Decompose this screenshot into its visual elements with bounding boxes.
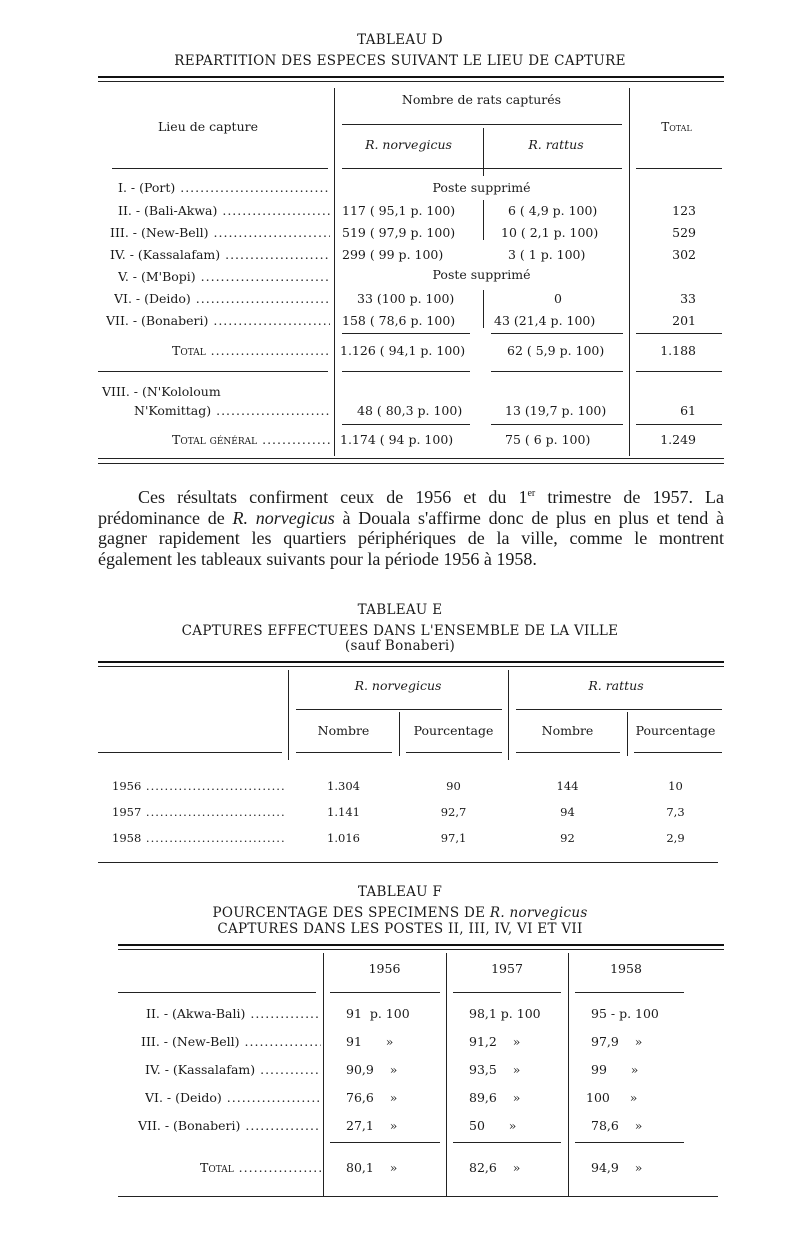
- tableau-e-subtitle: CAPTURES EFFECTUEES DANS L'ENSEMBLE DE LA VILLE: [181, 623, 619, 639]
- norvegicus-nombre: 1.016: [327, 831, 360, 845]
- rule: [575, 992, 684, 993]
- table-row: II. - (Akwa-Bali) .....: [146, 1006, 321, 1021]
- norvegicus-cell: 299 ( 99 p. 100): [342, 247, 444, 262]
- table-row: IV. - (Kassalafam) .....: [110, 247, 330, 262]
- rattus-nombre: 94: [560, 805, 575, 819]
- rattus-cell: 13 (19,7 p. 100): [505, 403, 607, 418]
- rule: [453, 1142, 561, 1143]
- value-1958: 99 »: [591, 1062, 639, 1077]
- rule: [636, 371, 722, 372]
- table-row: IV. - (Kassalafam) .....: [145, 1062, 321, 1077]
- rule: [342, 371, 470, 372]
- rule: [118, 949, 724, 950]
- rule: [491, 424, 623, 425]
- rule: [634, 752, 722, 753]
- rattus-cell: 10 ( 2,1 p. 100): [501, 225, 599, 240]
- column-divider: [629, 88, 630, 456]
- norvegicus-nombre: 1.141: [327, 805, 360, 819]
- value-1956: 90,9 »: [346, 1062, 398, 1077]
- rule: [296, 752, 392, 753]
- table-row: VII. - (Bonaberi) .....: [138, 1118, 321, 1133]
- rule: [98, 81, 724, 82]
- rule: [296, 709, 502, 710]
- column-divider: [568, 953, 569, 1197]
- rule: [330, 1142, 440, 1143]
- rule: [491, 371, 623, 372]
- value-1956: 76,6 »: [346, 1090, 398, 1105]
- table-row-viii-line2: N'Komittag) .....: [134, 403, 330, 418]
- merged-cell: Poste supprimé: [432, 180, 531, 195]
- norvegicus-cell: 519 ( 97,9 p. 100): [342, 225, 456, 240]
- table-row: III. - (New-Bell) .....: [141, 1034, 321, 1049]
- rule: [406, 752, 502, 753]
- rule: [330, 992, 440, 993]
- header-rattus: R. rattus: [588, 678, 644, 693]
- value-1957: 82,6 »: [469, 1160, 521, 1175]
- rule: [98, 458, 724, 459]
- rule: [636, 333, 722, 334]
- norvegicus-cell: 158 ( 78,6 p. 100): [342, 313, 456, 328]
- rattus-cell: 43 (21,4 p. 100): [494, 313, 596, 328]
- rule: [112, 168, 328, 169]
- total-cell: 529: [672, 225, 696, 240]
- rule: [491, 333, 623, 334]
- rule: [118, 992, 316, 993]
- rule: [98, 752, 282, 753]
- tableau-f-subtitle: POURCENTAGE DES SPECIMENS DE R. norvegicus: [212, 905, 588, 921]
- table-row: III. - (New-Bell) .....: [110, 225, 330, 240]
- rattus-nombre: 92: [560, 831, 575, 845]
- total-row-label: Total .....: [200, 1160, 321, 1175]
- year-header: 1956: [368, 961, 401, 976]
- tableau-f-title: TABLEAU F: [357, 884, 443, 900]
- header-norvegicus: R. norvegicus: [354, 678, 442, 693]
- merged-cell: Poste supprimé: [432, 267, 531, 282]
- value-1957: 50 »: [469, 1118, 517, 1133]
- rattus-cell: 6 ( 4,9 p. 100): [508, 203, 598, 218]
- rule: [453, 992, 561, 993]
- rule: [98, 371, 328, 372]
- rule: [98, 661, 724, 663]
- rule: [98, 862, 718, 863]
- rule: [342, 168, 622, 169]
- value-1957: 89,6 »: [469, 1090, 521, 1105]
- tableau-e-title: TABLEAU E: [357, 602, 443, 618]
- body-paragraph: Ces résultats confirment ceux de 1956 et du 1er trimestre de 1957. La prédominance de R. norvegicus à Douala s'affirme donc de plus en plus et tend à gagner rapidement les quartiers périphériques de la ville, comme le montrent également les tableaux suivants pour la période 1956 à 1958.: [98, 487, 724, 569]
- norvegicus-nombre: 1.304: [327, 779, 360, 793]
- rule: [516, 709, 722, 710]
- value-1958: 78,6 »: [591, 1118, 643, 1133]
- year-header: 1958: [610, 961, 642, 976]
- value-1956: 80,1 »: [346, 1160, 398, 1175]
- rattus-cell: 0: [554, 291, 562, 306]
- rule: [118, 944, 724, 946]
- tableau-d-title: TABLEAU D: [357, 32, 443, 48]
- table-row: VI. - (Deido) .....: [114, 291, 330, 306]
- norvegicus-cell: 33 (100 p. 100): [357, 291, 455, 306]
- rule: [98, 666, 724, 667]
- table-row: I. - (Port) .....: [118, 180, 330, 195]
- header-rattus: R. rattus: [528, 137, 584, 152]
- value-1956: 27,1 »: [346, 1118, 398, 1133]
- value-1957: 98,1 p. 100: [469, 1006, 541, 1021]
- rule: [636, 424, 722, 425]
- value-1958: 94,9 »: [591, 1160, 643, 1175]
- rattus-pourcentage: 2,9: [666, 831, 685, 845]
- year-header: 1957: [491, 961, 523, 976]
- tableau-f-subtitle2: CAPTURES DANS LES POSTES II, III, IV, VI ET VII: [217, 921, 583, 937]
- norvegicus-pourcentage: 97,1: [440, 831, 467, 845]
- total-row-label: Total .....: [172, 343, 330, 358]
- total-cell: 1.249: [660, 432, 696, 447]
- sub-header-nombre: Nombre: [541, 723, 594, 738]
- rule: [636, 168, 722, 169]
- sub-header-nombre: Nombre: [317, 723, 370, 738]
- rule: [118, 1196, 718, 1197]
- column-divider: [446, 953, 447, 1197]
- rule: [575, 1142, 684, 1143]
- norvegicus-cell: 1.174 ( 94 p. 100): [340, 432, 454, 447]
- rule: [342, 333, 470, 334]
- rattus-cell: 75 ( 6 p. 100): [505, 432, 591, 447]
- norvegicus-cell: 1.126 ( 94,1 p. 100): [340, 343, 466, 358]
- value-1957: 93,5 »: [469, 1062, 521, 1077]
- rule: [342, 124, 622, 125]
- norvegicus-pourcentage: 92,7: [440, 805, 467, 819]
- column-divider: [483, 290, 484, 328]
- total-cell: 61: [680, 403, 696, 418]
- table-row: 1956 .....: [112, 779, 286, 793]
- rattus-cell: 62 ( 5,9 p. 100): [507, 343, 605, 358]
- column-divider: [323, 953, 324, 1197]
- value-1956: 91 »: [346, 1034, 394, 1049]
- rattus-cell: 3 ( 1 p. 100): [508, 247, 586, 262]
- rule: [342, 424, 470, 425]
- value-1958: 97,9 »: [591, 1034, 643, 1049]
- rattus-pourcentage: 10: [668, 779, 683, 793]
- table-row: 1958 .....: [112, 831, 286, 845]
- rattus-pourcentage: 7,3: [666, 805, 685, 819]
- rule: [516, 752, 620, 753]
- total-cell: 302: [672, 247, 696, 262]
- header-total: Total: [661, 120, 692, 134]
- sub-header-pourcentage: Pourcentage: [413, 723, 494, 738]
- rattus-nombre: 144: [556, 779, 579, 793]
- total-cell: 123: [672, 203, 696, 218]
- total-cell: 1.188: [660, 343, 696, 358]
- table-row: 1957 .....: [112, 805, 286, 819]
- table-row: II. - (Bali-Akwa) .....: [118, 203, 330, 218]
- table-row: VI. - (Deido) .....: [145, 1090, 321, 1105]
- norvegicus-cell: 117 ( 95,1 p. 100): [342, 203, 456, 218]
- tableau-e-subtitle2: (sauf Bonaberi): [344, 638, 456, 654]
- header-lieu: Lieu de capture: [158, 119, 258, 134]
- value-1958: 95 - p. 100: [591, 1006, 659, 1021]
- norvegicus-cell: 48 ( 80,3 p. 100): [357, 403, 463, 418]
- rule: [98, 463, 724, 464]
- sub-header-pourcentage: Pourcentage: [635, 723, 716, 738]
- total-cell: 201: [672, 313, 696, 328]
- general-total-label: Total général .....: [172, 432, 330, 447]
- rule: [98, 76, 724, 78]
- column-divider: [483, 200, 484, 240]
- table-row-viii-line1: VIII. - (N'Kololoum: [102, 384, 221, 399]
- value-1958: 100 »: [586, 1090, 638, 1105]
- header-norvegicus: R. norvegicus: [365, 137, 452, 152]
- table-row: VII. - (Bonaberi) .....: [106, 313, 330, 328]
- tableau-d-subtitle: REPARTITION DES ESPECES SUIVANT LE LIEU DE CAPTURE: [174, 53, 626, 69]
- header-nombre: Nombre de rats capturés: [401, 92, 562, 107]
- total-cell: 33: [680, 291, 696, 306]
- value-1957: 91,2 »: [469, 1034, 521, 1049]
- value-1956: 91 p. 100: [346, 1006, 410, 1021]
- table-row: V. - (M'Bopi) .....: [118, 269, 330, 284]
- norvegicus-pourcentage: 90: [446, 779, 461, 793]
